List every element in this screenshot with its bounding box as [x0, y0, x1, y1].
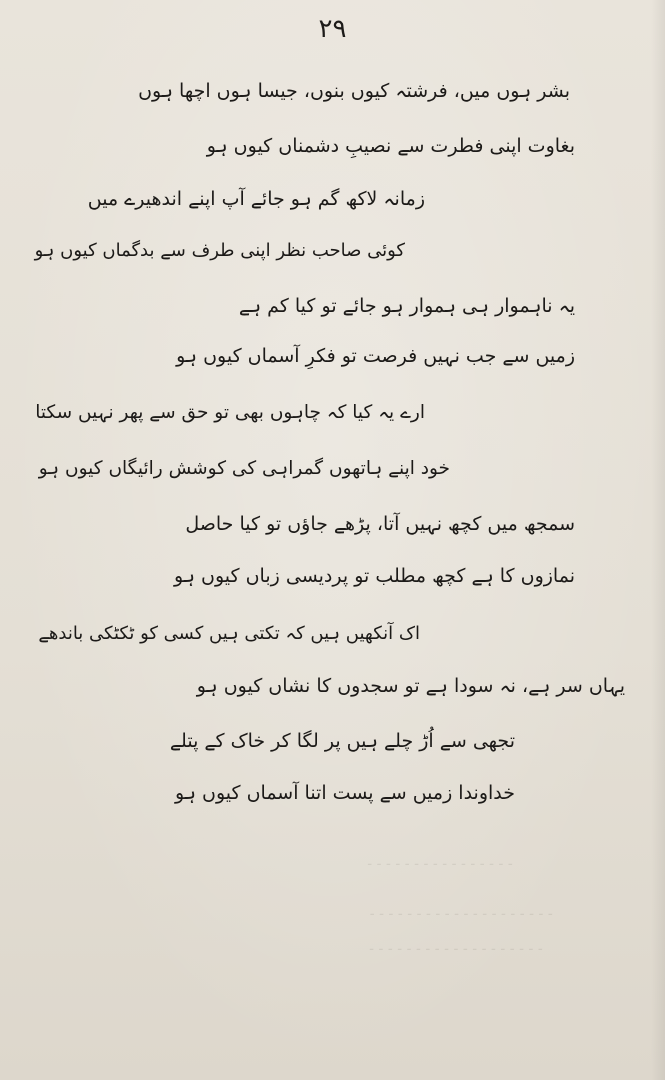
verse-line-14: خداوندا زمیں سے پست اتنا آسماں کیوں ہو	[175, 782, 515, 804]
show-through-text: ۔۔۔۔۔۔۔۔۔۔۔۔۔۔۔۔۔۔۔۔	[367, 900, 555, 919]
verse-line-3: زمانہ لاکھ گم ہو جائے آپ اپنے اندھیرے میں	[87, 188, 425, 210]
verse-line-11: اک آنکھیں ہیں کہ تکتی ہیں کسی کو ٹکٹکی باندھے	[38, 623, 420, 644]
verse-line-6: زمیں سے جب نہیں فرصت تو فکرِ آسماں کیوں ہو	[176, 345, 575, 367]
verse-line-5: یہ ناہموار ہی ہموار ہو جائے تو کیا کم ہے	[238, 295, 575, 317]
verse-line-13: تجھی سے اُڑ چلے ہیں پر لگا کر خاک کے پتلے	[169, 730, 515, 752]
verse-line-4: کوئی صاحب نظر اپنی طرف سے بدگماں کیوں ہو	[34, 240, 405, 261]
verse-line-1: بشر ہوں میں، فرشتہ کیوں بنوں، جیسا ہوں اچھا ہوں	[138, 80, 570, 102]
verse-line-10: نمازوں کا ہے کچھ مطلب تو پردیسی زباں کیوں ہو	[174, 565, 575, 587]
verse-line-2: بغاوت اپنی فطرت سے نصیبِ دشمناں کیوں ہو	[206, 135, 575, 157]
page-number: ۲۹	[318, 14, 347, 44]
verse-line-8: خود اپنے ہاتھوں گمراہی کی کوشش رائیگاں کیوں ہو	[38, 458, 450, 479]
page-edge-shadow	[651, 0, 665, 1080]
show-through-text: ۔۔۔۔۔۔۔۔۔۔۔۔۔۔۔۔۔۔۔	[366, 935, 545, 954]
verse-line-7: ارے یہ کیا کہ چاہوں بھی تو حق سے پھر نہیں سکتا	[35, 402, 425, 423]
verse-line-12: یہاں سر ہے، نہ سودا ہے تو سجدوں کا نشاں کیوں ہو	[196, 675, 625, 697]
verse-line-9: سمجھ میں کچھ نہیں آتا، پڑھے جاؤں تو کیا حاصل	[185, 513, 575, 535]
show-through-text: ۔۔۔۔۔۔۔۔۔۔۔۔۔۔۔۔	[365, 850, 515, 869]
